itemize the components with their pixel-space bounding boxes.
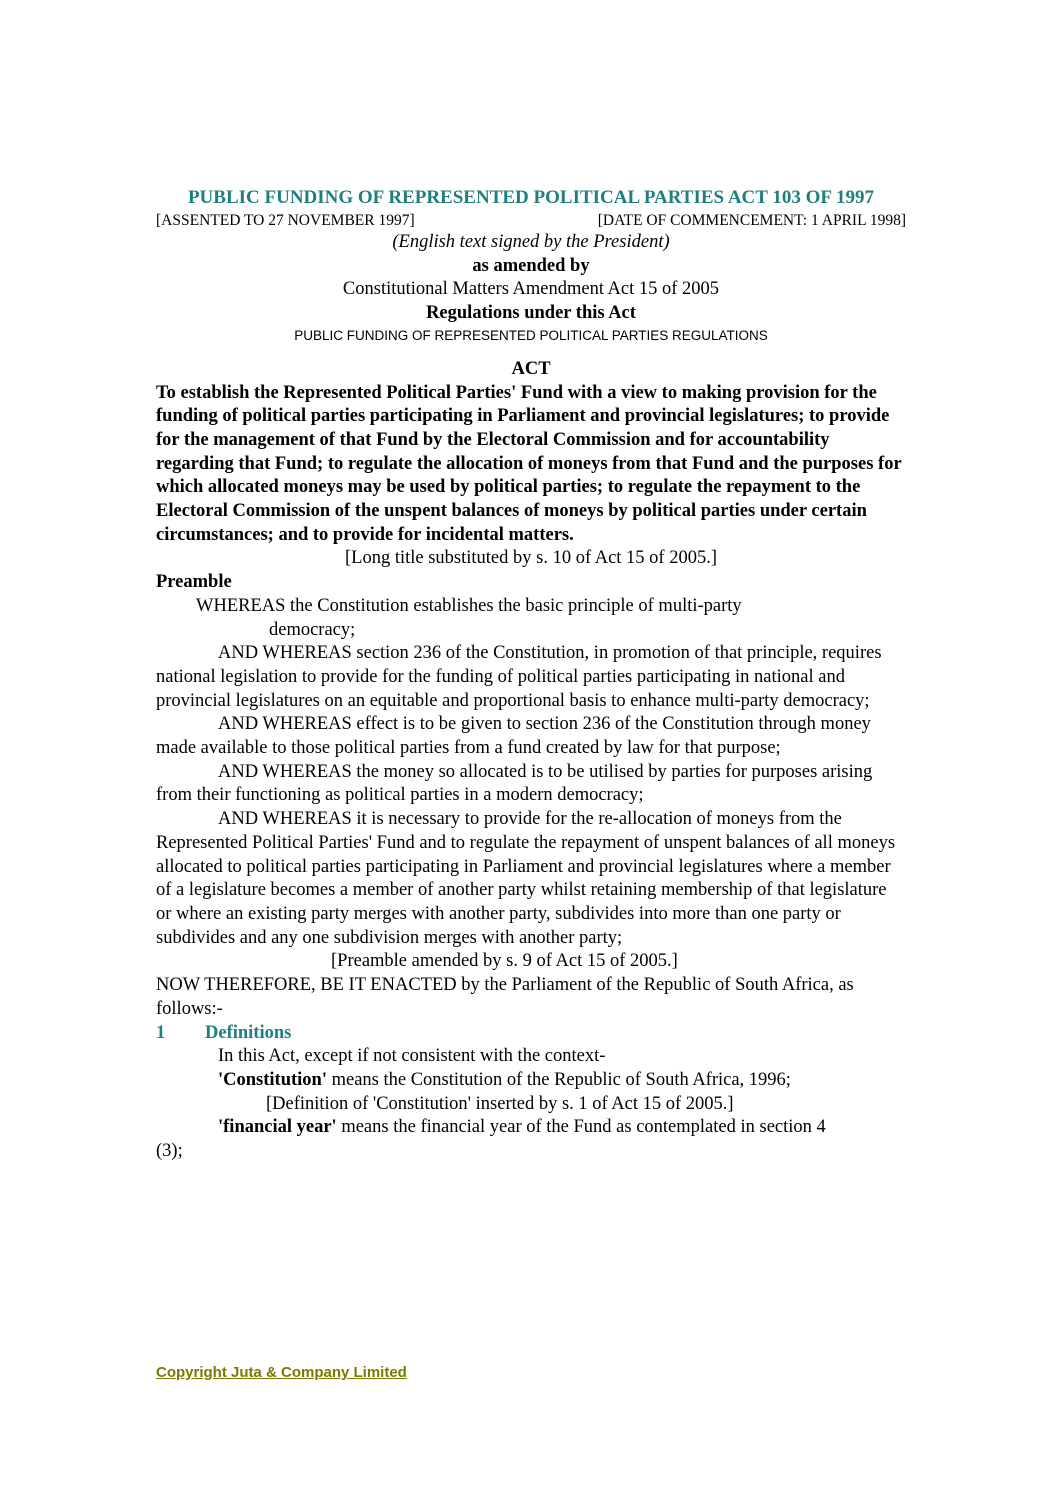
section-1-intro: In this Act, except if not consistent with the context- xyxy=(218,1046,606,1067)
amended-by-label: as amended by xyxy=(472,255,590,276)
section-number: 1 xyxy=(156,1022,166,1043)
act-title: PUBLIC FUNDING OF REPRESENTED POLITICAL PARTIES ACT 103 OF 1997 xyxy=(187,187,875,208)
preamble-paragraph-3: AND WHEREAS effect is to be given to section 236 of the Constitution through money made available to those political parties from a fund created by law for that purpose; xyxy=(156,714,871,759)
act-heading: ACT xyxy=(511,358,551,379)
enacting-clause: NOW THEREFORE, BE IT ENACTED by the Parliament of the Republic of South Africa, as follows:- xyxy=(156,975,854,1019)
signed-note: (English text signed by the President) xyxy=(392,232,670,252)
preamble-p1-line1: WHEREAS the Constitution establishes the basic principle of multi-party xyxy=(196,595,742,616)
regulations-label: Regulations under this Act xyxy=(426,303,636,324)
assented-date: [ASSENTED TO 27 NOVEMBER 1997] xyxy=(156,212,415,229)
preamble-heading: Preamble xyxy=(156,572,232,593)
preamble-note: [Preamble amended by s. 9 of Act 15 of 2005.] xyxy=(331,951,678,972)
copyright-link[interactable]: Copyright Juta & Company Limited xyxy=(156,1364,407,1381)
long-title: To establish the Represented Political Parties' Fund with a view to making provision for the funding of political parties participating in Parliament and provincial legislatures; to provide for the management of that Fund by the Electoral Commission and for accountability regarding that Fund; to regulate the allocation of moneys from that Fund and the purposes for which allocated moneys may be used by political parties; to regulate the repayment to the Electoral Commission of the unspent balances of moneys by political parties under certain circumstances; and to provide for incidental matters. xyxy=(156,382,902,545)
document-body xyxy=(156,186,906,1164)
definition-financial-year-cont: (3); xyxy=(156,1141,183,1162)
long-title-note: [Long title substituted by s. 10 of Act 15 of 2005.] xyxy=(344,548,718,569)
preamble-paragraph-1 xyxy=(156,595,906,642)
preamble-p1-line2: democracy; xyxy=(269,619,356,640)
regulations-name: PUBLIC FUNDING OF REPRESENTED POLITICAL PARTIES REGULATIONS xyxy=(294,327,768,343)
section-1-heading xyxy=(156,1022,906,1046)
definition-text: means the financial year of the Fund as contemplated in section 4 xyxy=(336,1117,826,1138)
definition-term: 'Constitution' xyxy=(218,1069,327,1090)
definition-constitution xyxy=(156,1069,906,1093)
section-title: Definitions xyxy=(205,1022,292,1043)
assent-row xyxy=(156,210,906,231)
commencement-date: [DATE OF COMMENCEMENT: 1 APRIL 1998] xyxy=(597,212,906,229)
preamble-paragraph-2: AND WHEREAS section 236 of the Constitution, in promotion of that principle, requires national legislation to provide for the funding of political parties participating in national and provincial legislatures on an equitable and proportional basis to enhance multi-party democracy; xyxy=(156,643,882,711)
amending-act: Constitutional Matters Amendment Act 15 of 2005 xyxy=(342,279,720,300)
definition-note: [Definition of 'Constitution' inserted by s. 1 of Act 15 of 2005.] xyxy=(266,1093,734,1114)
definition-financial-year xyxy=(156,1116,906,1140)
definition-text: means the Constitution of the Republic of South Africa, 1996; xyxy=(326,1069,791,1090)
definition-term: 'financial year' xyxy=(218,1117,337,1138)
preamble-paragraph-4: AND WHEREAS the money so allocated is to be utilised by parties for purposes arising from their functioning as political parties in a modern democracy; xyxy=(156,761,873,806)
preamble-paragraph-5: AND WHEREAS it is necessary to provide for the re-allocation of moneys from the Represented Political Parties' Fund and to regulate the repayment of unspent balances of all moneys allocated to political parties participating in Parliament and provincial legislatures where a member of a legislature becomes a member of another party whilst retaining membership of that legislature or where an existing party merges with another party, subdivides into more than one party or subdivides and any one subdivision merges with another party; xyxy=(156,809,896,948)
